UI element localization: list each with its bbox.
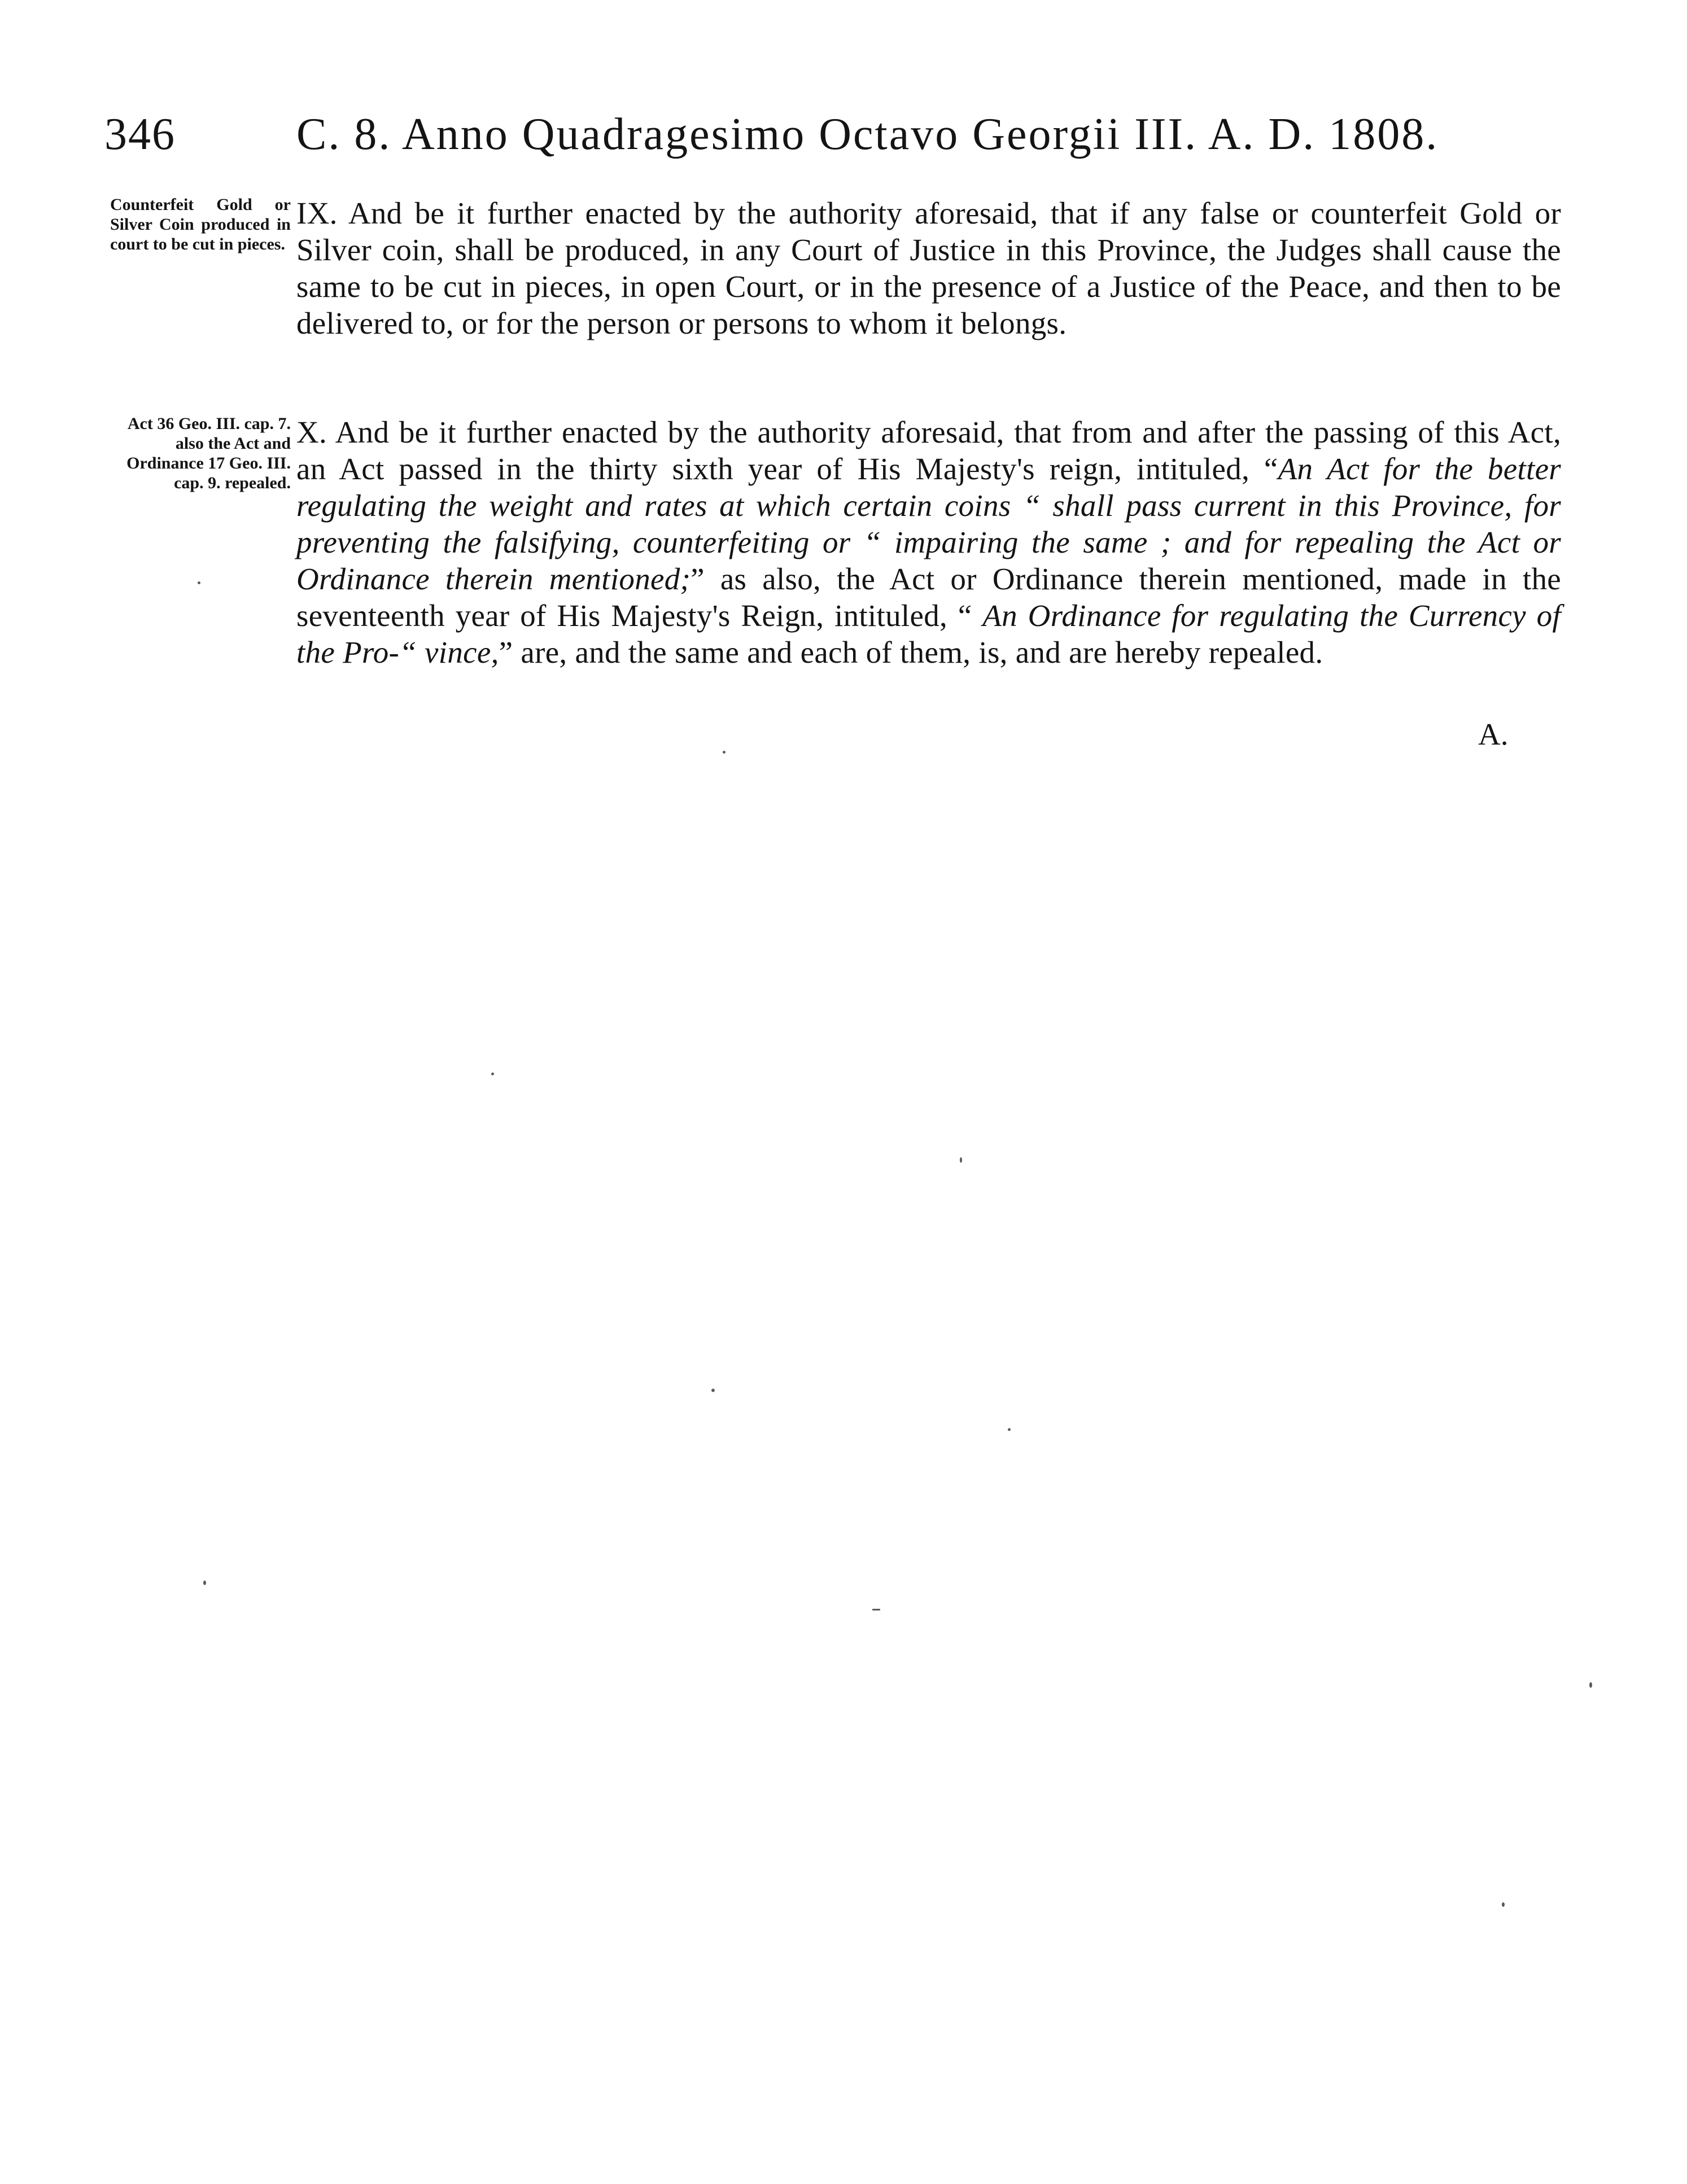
section-text-start: X. And be it further enacted by the authority aforesaid, that from and after the passing of this Act, an Act passed in the thirty sixth year of His Majesty's reign, intituled, “: [296, 415, 1561, 486]
print-speck: [491, 1073, 494, 1075]
section-text-end: ” are, and the same and each of them, is, and are hereby repealed.: [499, 635, 1323, 669]
print-speck: [723, 751, 726, 754]
running-title: C. 8. Anno Quadragesimo Octavo Georgii III. A. D. 1808.: [296, 110, 1439, 159]
print-speck: [198, 581, 200, 584]
print-speck: [711, 1389, 715, 1392]
print-speck: [872, 1609, 880, 1610]
quoted-title: An Ordinance for regulating the Currency of the Pro-“ vince,: [296, 598, 1561, 669]
print-speck: [1589, 1682, 1592, 1688]
page-number: 346: [104, 110, 176, 159]
section-text: IX. And be it further enacted by the authority aforesaid, that if any false or counterfeit Gold or Silver coin, shall be produced, in any Court of Justice in this Province, the Judges shall cause the same to be cut in pieces, in open Court, or in the presence of a Justice of the Peace, and then to be delivered to, or for the person or persons to whom it belongs.: [296, 196, 1561, 340]
section-text-middle: ” as also, the Act or Ordinance therein mentioned, made in the seventeenth year of His Majesty's Reign, intituled, “: [296, 562, 1561, 633]
print-speck: [1008, 1428, 1011, 1431]
margin-note: Counterfeit Gold or Silver Coin produced in court to be cut in pieces.: [110, 195, 291, 253]
section-text: [296, 414, 1561, 671]
running-head: [104, 106, 1561, 163]
quoted-title: An Act for the better regulating the weight and rates at which certain coins “ shall pass current in this Province, for preventing the falsifying, counterfeiting or “ impairing the same ; and for repealing the Act or Ordinance therein mentioned;: [296, 452, 1562, 596]
margin-note: Act 36 Geo. III. cap. 7. also the Act and Ordinance 17 Geo. III. cap. 9. repealed.: [126, 414, 291, 492]
catchword: A.: [1478, 717, 1509, 751]
print-speck: [203, 1581, 206, 1585]
print-speck: [1502, 1902, 1505, 1907]
print-speck: [960, 1157, 962, 1163]
